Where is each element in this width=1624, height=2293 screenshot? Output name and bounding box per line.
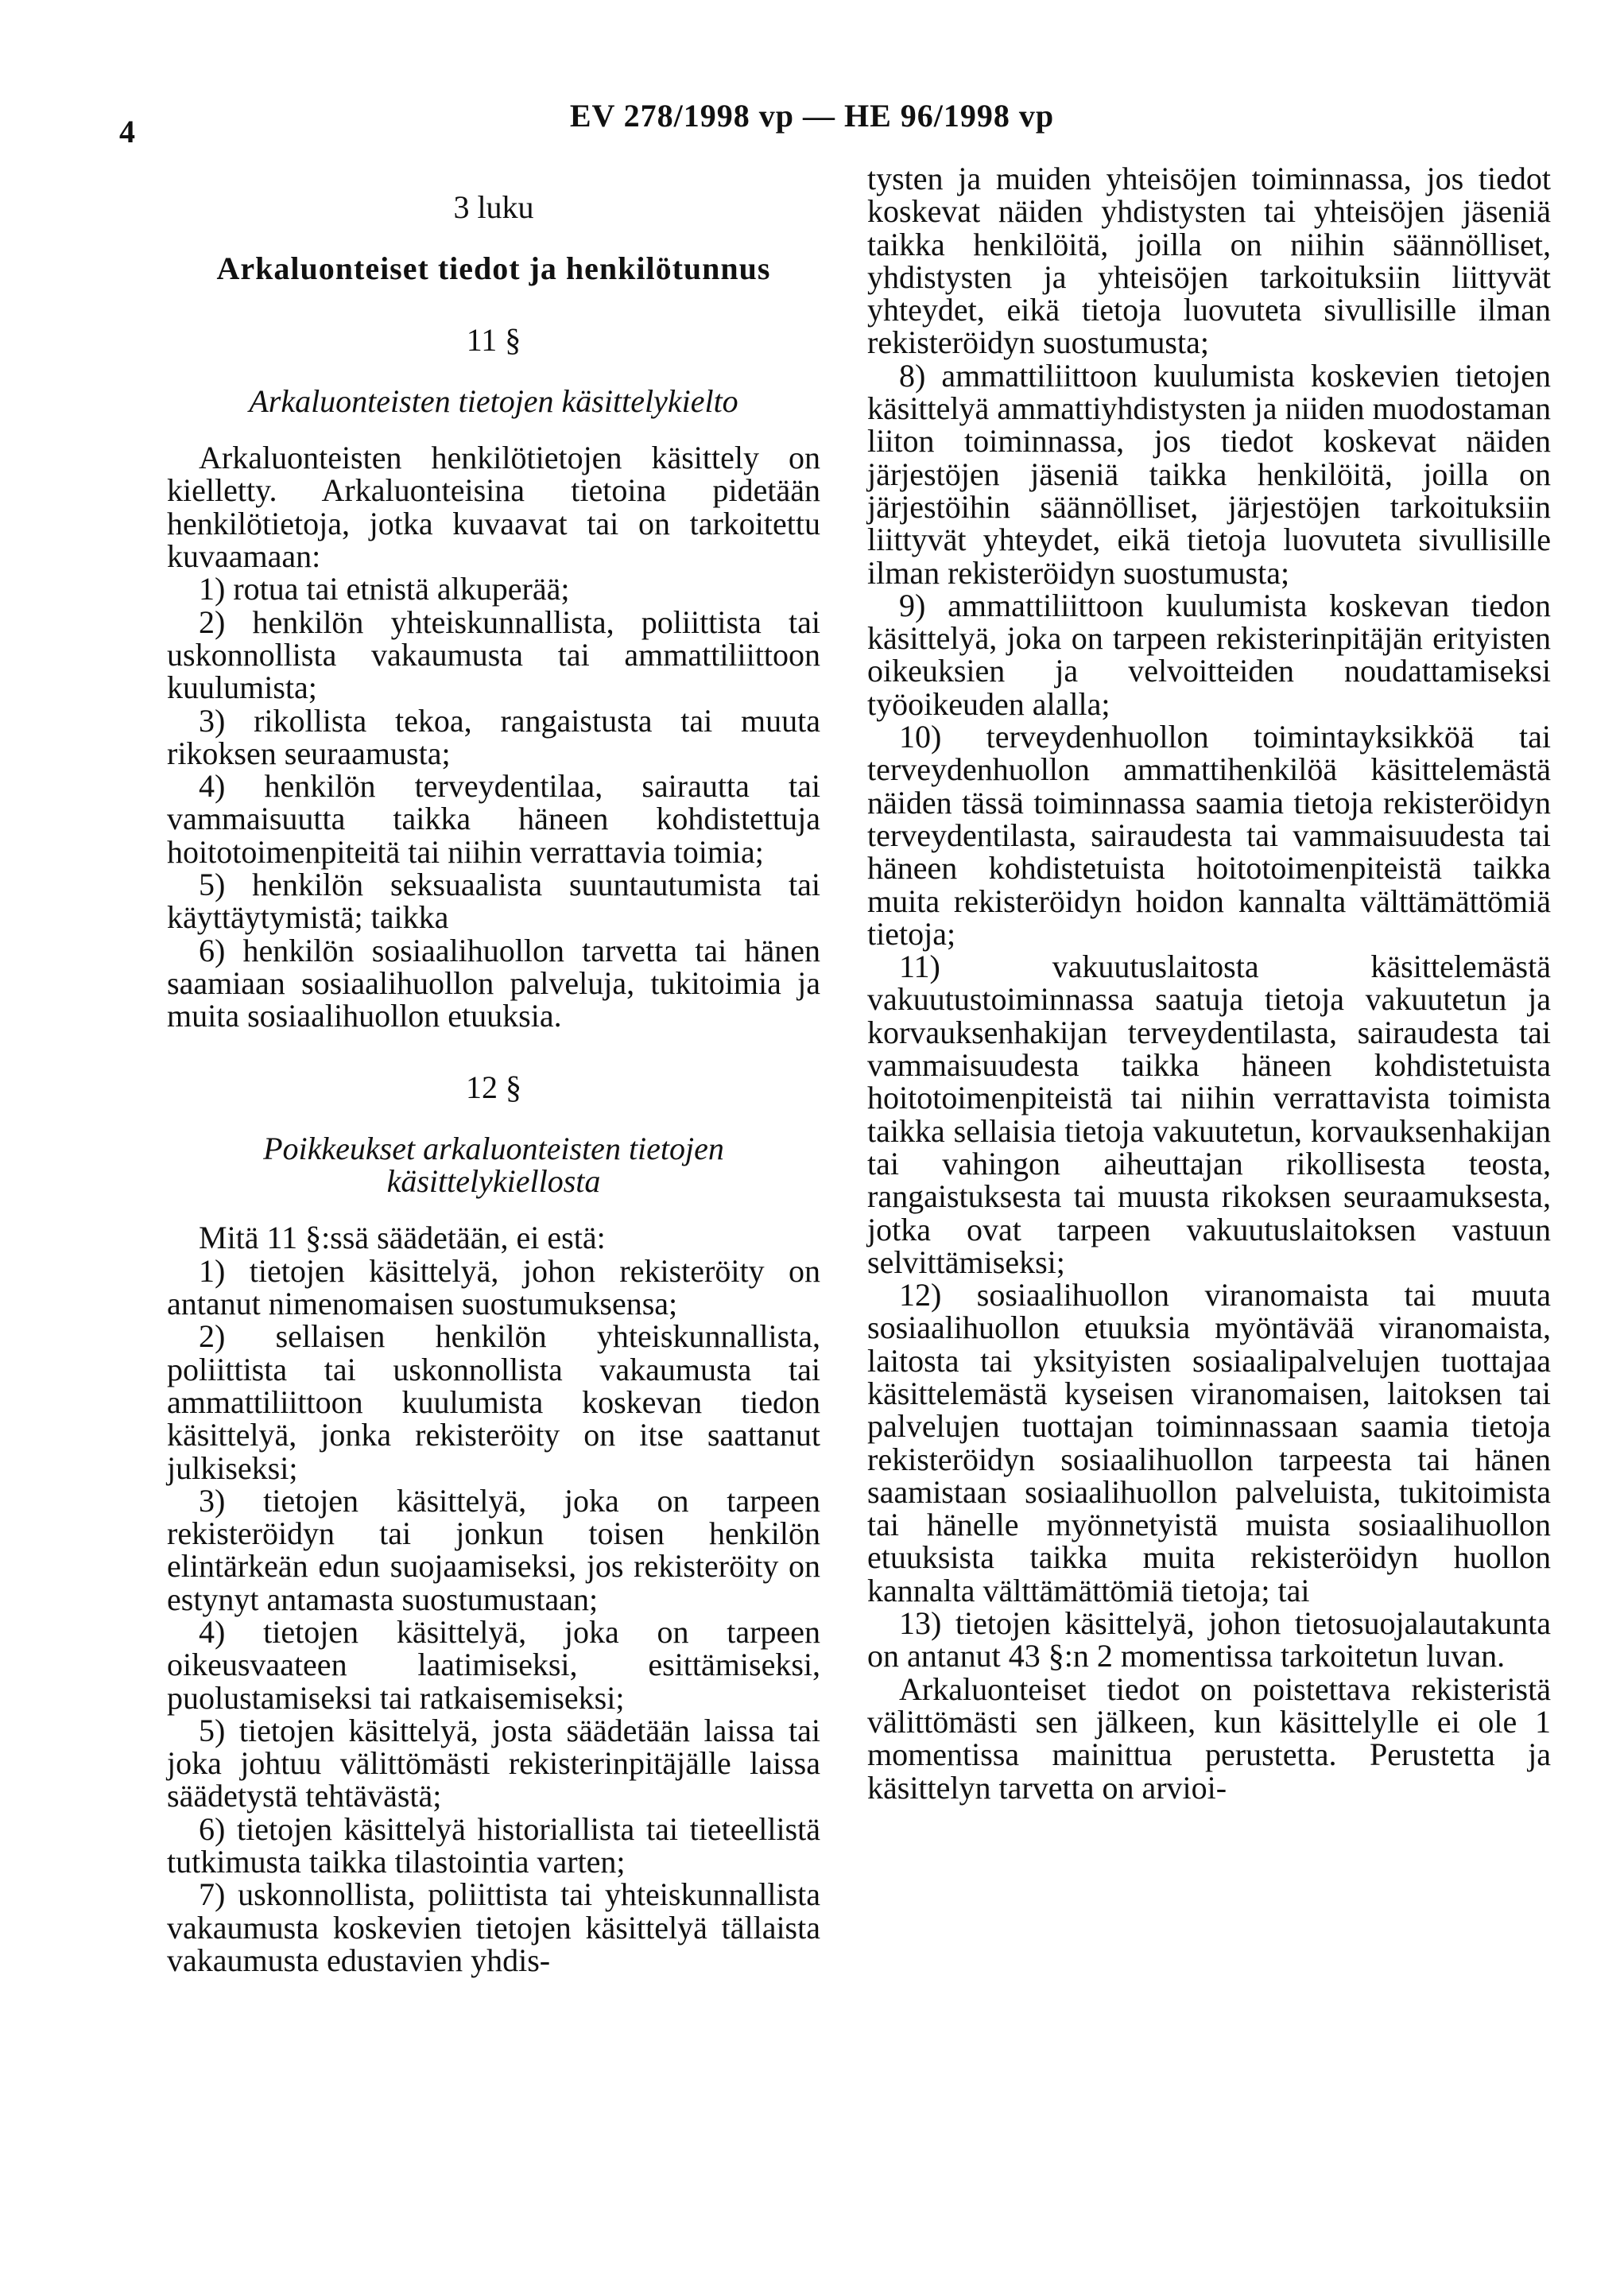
section-11-item: 2) henkilön yhteiskunnallista, poliittista tai uskonnollista vakaumusta tai ammattiliittoon kuulumista;	[167, 603, 820, 706]
section-12-item: 13) tietojen käsittelyä, johon tietosuojalautakunta on antanut 43 §:n 2 momentissa tarkoitetun luvan.	[867, 1605, 1551, 1674]
continued-paragraph: tysten ja muiden yhteisöjen toiminnassa, jos tiedot koskevat näiden yhdistysten tai yhteisöjen jäseniä taikka henkilöitä, joilla on niihin säännölliset, yhdistysten ja yhteisöjen tarkoituksiin liittyvät yhteydet, eikä tietoja luovuteta sivullisille ilman rekisteröidyn suostumusta;	[867, 161, 1551, 361]
section-12-item: 5) tietojen käsittelyä, josta säädetään laissa tai joka johtuu välittömästi rekisterinpitäjälle laissa säädetystä tehtävästä;	[167, 1712, 820, 1814]
section-11-item: 3) rikollista tekoa, rangaistusta tai muuta rikoksen seuraamusta;	[167, 702, 820, 771]
section-11-item: 4) henkilön terveydentilaa, sairautta tai vammaisuutta taikka häneen kohdistettuja hoitotoimenpiteitä tai niihin verrattavia toimia;	[167, 768, 820, 870]
section-11-item: 5) henkilön seksuaalista suuntautumista tai käyttäytymistä; taikka	[167, 867, 820, 936]
section-11-paragraph: Arkaluonteisten henkilötietojen käsittely on kielletty. Arkaluonteisina tietoina pidetään henkilötietoja, jotka kuvaavat tai on tarkoitettu kuvaamaan:	[167, 440, 820, 575]
section-12-item: 2) sellaisen henkilön yhteiskunnallista, poliittista tai uskonnollista vakaumusta tai ammattiliittoon kuulumista koskevan tiedon käsittelyä, jonka rekisteröity on itse saattanut julkiseksi;	[167, 1318, 820, 1486]
section-12-item: 6) tietojen käsittelyä historiallista tai tieteellistä tutkimusta taikka tilastointia varten;	[167, 1810, 820, 1880]
running-head: EV 278/1998 vp — HE 96/1998 vp	[569, 98, 1055, 134]
section-11-number: 11 §	[466, 321, 521, 358]
section-12-item: 8) ammattiliittoon kuulumista koskevien tietojen käsittelyä ammattiyhdistysten ja niiden muodostaman liiton toiminnassa, jos tiedot koskevat näiden järjestöjen jäseniä taikka henkilöitä, joilla on järjestöihin säännölliset, järjestöjen tarkoituksiin liittyvät yhteydet, eikä tietoja luovuteta sivullisille ilman rekisteröidyn suostumusta;	[867, 357, 1551, 591]
section-12-item: 10) terveydenhuollon toimintayksikköä tai terveydenhuollon ammattihenkilöä käsittelemästä näiden tässä toiminnassa saamia tietoja rekisteröidyn terveydentilasta, sairaudesta tai vammaisuudesta tai häneen kohdistetuista hoitotoimenpiteistä taikka muita rekisteröidyn hoidon kannalta välttämättömiä tietoja;	[867, 719, 1551, 952]
section-12-title	[167, 1132, 820, 1198]
right-column	[867, 162, 1551, 1804]
section-12-item: 12) sosiaalihuollon viranomaista tai muuta sosiaalihuollon etuuksia myöntävää viranomaista, laitosta tai yksityisten sosiaalipalvelujen tuottajaa käsittelemästä kyseisen viranomaisen, laitoksen tai palvelujen tuottajan toiminnassaan saamia tietoja rekisteröidyn sosiaalihuollon tarpeesta tai hänen saamistaan sosiaalihuollon palveluista, tukitoimista tai hänelle myönnetyistä muista sosiaalihuollon etuuksista taikka muita rekisteröidyn huollon kannalta välttämättömiä tietoja; tai	[867, 1277, 1551, 1608]
section-12-title-line: Poikkeukset arkaluonteisten tietojen	[263, 1130, 724, 1166]
section-12-item: 11) vakuutuslaitosta käsittelemästä vakuutustoiminnassa saatuja tietoja vakuutetun ja korvauksenhakijan terveydentilasta, sairaudesta tai vammaisuudesta taikka häneen kohdistetuista hoitotoimenpiteistä tai niihin verrattavista toimista taikka sellaisia tietoja vakuutetun, korvauksenhakijan tai vahingon aiheuttajan rikollisesta teosta, rangaistuksesta tai muusta rikoksen seuraamuksesta, jotka ovat tarpeen vakuutuslaitoksen vastuun selvittämiseksi;	[867, 949, 1551, 1280]
section-12-item: 3) tietojen käsittelyä, joka on tarpeen rekisteröidyn tai jonkun toisen henkilön elintärkeän edun suojaamiseksi, jos rekisteröity on estynyt antamasta suostumustaan;	[167, 1482, 820, 1617]
section-12-item: 9) ammattiliittoon kuulumista koskevan tiedon käsittelyä, joka on tarpeen rekisterinpitäjän erityisten oikeuksien ja velvoitteiden noudattamiseksi työoikeuden alalla;	[867, 587, 1551, 722]
section-12-item: 4) tietojen käsittelyä, joka on tarpeen oikeusvaateen laatimiseksi, esittämiseksi, puolustamiseksi tai ratkaisemiseksi;	[167, 1613, 820, 1716]
chapter-title: Arkaluonteiset tiedot ja henkilötunnus	[216, 250, 771, 287]
section-12-number: 12 §	[466, 1069, 521, 1105]
section-12-title-line: käsittelykiellosta	[386, 1163, 601, 1200]
section-12-paragraph: Mitä 11 §:ssä säädetään, ei estä:	[199, 1220, 606, 1256]
section-12-item: 7) uskonnollista, poliittista tai yhteiskunnallista vakaumusta koskevien tietojen käsittelyä tällaista vakaumusta edustavien yhdis-	[167, 1876, 820, 1978]
section-12-paragraph: Arkaluonteiset tiedot on poistettava rekisteristä välittömästi sen jälkeen, kun käsittelylle ei ole 1 momentissa mainittua perustetta. Perustetta ja käsittelyn tarvetta on arvioi-	[867, 1670, 1551, 1806]
section-11-title: Arkaluonteisten tietojen käsittelykielto	[249, 382, 738, 419]
chapter-number: 3 luku	[453, 189, 534, 225]
left-column	[167, 162, 820, 1977]
page-number: 4	[119, 114, 135, 149]
section-11-item: 1) rotua tai etnistä alkuperää;	[199, 571, 570, 607]
section-12-item: 1) tietojen käsittelyä, johon rekisteröity on antanut nimenomaisen suostumuksensa;	[167, 1252, 820, 1322]
section-11-item: 6) henkilön sosiaalihuollon tarvetta tai hänen saamiaan sosiaalihuollon palveluja, tukitoimia ja muita sosiaalihuollon etuuksia.	[167, 932, 820, 1034]
